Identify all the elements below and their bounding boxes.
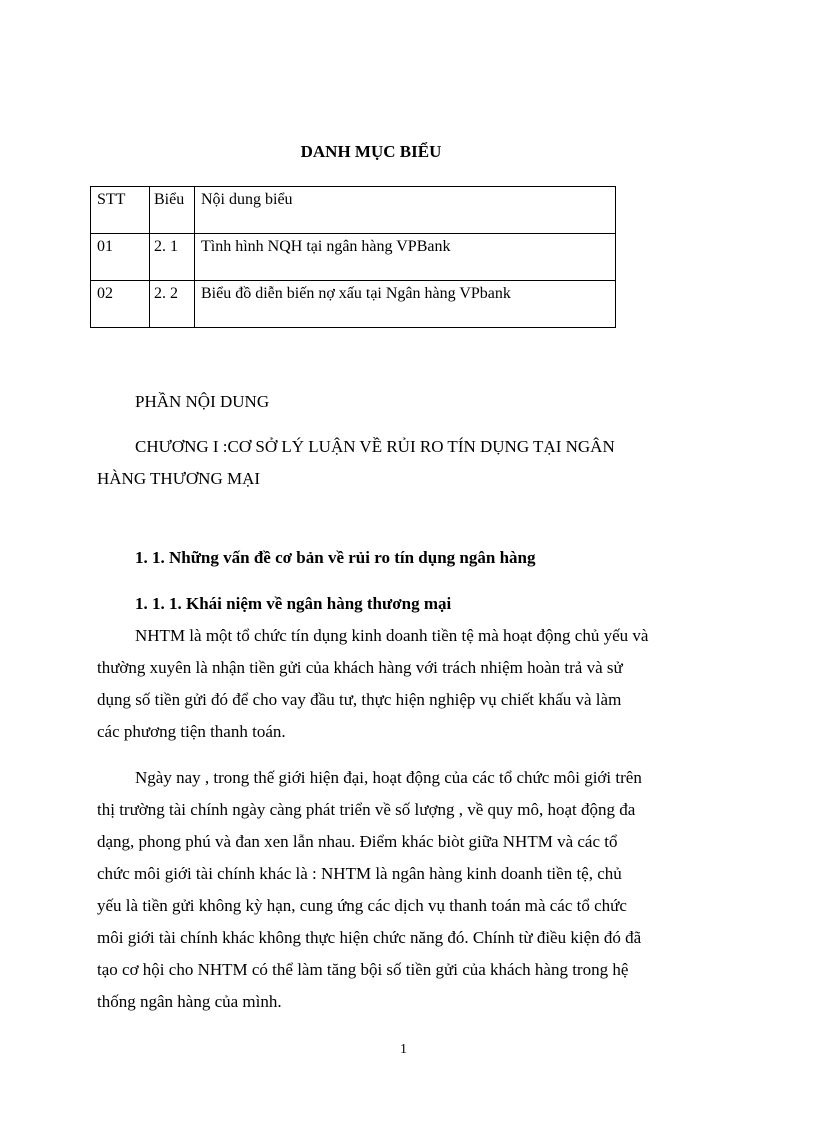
- table-cell: 2. 2: [150, 281, 195, 328]
- part-title: PHẦN NỘI DUNG: [135, 392, 270, 411]
- chapter-title-line1: CHƯƠNG I :CƠ SỞ LÝ LUẬN VỀ RỦI RO TÍN DỤNG TẠI NGÂN: [135, 437, 615, 456]
- paragraph-line: thị trường tài chính ngày càng phát triển về số lượng , về quy mô, hoạt động đa: [97, 800, 636, 819]
- table-cell: 01: [91, 234, 150, 281]
- table-row: [91, 234, 616, 281]
- header-stt: STT: [91, 187, 150, 234]
- table-header-row: [91, 187, 616, 234]
- chapter-title-line2: HÀNG THƯƠNG MẠI: [97, 469, 261, 488]
- list-title: DANH MỤC BIỂU: [300, 142, 442, 161]
- paragraph-line: thống ngân hàng của mình.: [97, 992, 282, 1011]
- section-heading-1-1: 1. 1. Những vấn đề cơ bản về rủi ro tín dụng ngân hàng: [135, 548, 536, 567]
- paragraph-line: dụng số tiền gửi đó để cho vay đầu tư, thực hiện nghiệp vụ chiết khấu và làm: [97, 690, 622, 709]
- paragraph-line: môi giới tài chính khác không thực hiện chức năng đó. Chính từ điều kiện đó đã: [97, 928, 642, 947]
- paragraph-line: dạng, phong phú và đan xen lẫn nhau. Điểm khác biòt giữa NHTM và các tổ: [97, 832, 618, 851]
- paragraph-line: yếu là tiền gửi không kỳ hạn, cung ứng các dịch vụ thanh toán mà các tổ chức: [97, 896, 627, 915]
- paragraph-line: NHTM là một tổ chức tín dụng kinh doanh tiền tệ mà hoạt động chủ yếu và: [135, 626, 649, 645]
- table-row: [91, 281, 616, 328]
- section-heading-1-1-1: 1. 1. 1. Khái niệm về ngân hàng thương mại: [135, 594, 452, 613]
- header-content: Nội dung biểu: [195, 187, 616, 234]
- paragraph-line: các phương tiện thanh toán.: [97, 722, 286, 741]
- table-cell: 2. 1: [150, 234, 195, 281]
- table-cell: Tình hình NQH tại ngân hàng VPBank: [195, 234, 616, 281]
- chart-list-table: [90, 186, 616, 328]
- page-number: 1: [400, 1042, 407, 1057]
- table-cell: Biểu đồ diễn biến nợ xấu tại Ngân hàng VPbank: [195, 281, 616, 328]
- paragraph-line: tạo cơ hội cho NHTM có thể làm tăng bội số tiền gửi của khách hàng trong hệ: [97, 960, 629, 979]
- paragraph-line: chức môi giới tài chính khác là : NHTM là ngân hàng kinh doanh tiền tệ, chủ: [97, 864, 622, 883]
- header-bieu: Biểu: [150, 187, 195, 234]
- paragraph-line: Ngày nay , trong thế giới hiện đại, hoạt động của các tổ chức môi giới trên: [135, 768, 642, 787]
- paragraph-line: thường xuyên là nhận tiền gửi của khách hàng với trách nhiệm hoàn trả và sử: [97, 658, 623, 677]
- table-cell: 02: [91, 281, 150, 328]
